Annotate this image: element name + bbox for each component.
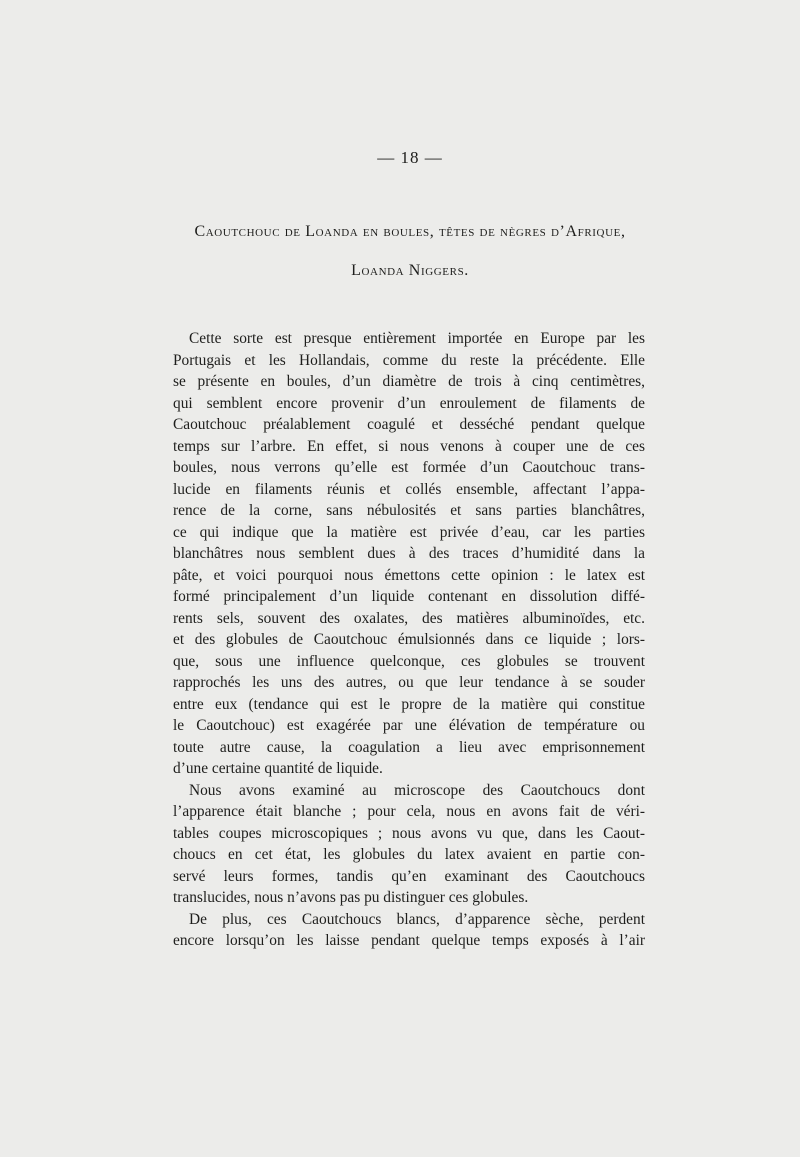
text-line: tables coupes microscopiques ; nous avons vu que, dans les Caout- (173, 824, 645, 842)
text-line: Portugais et les Hollandais, comme du reste la précédente. Elle (173, 351, 645, 369)
body-text (173, 328, 645, 952)
page-number: — 18 — (377, 148, 443, 167)
text-line: formé principalement d’un liquide contenant en dissolution diffé- (173, 588, 645, 605)
text-line: rence de la corne, sans nébulosités et sans parties blanchâtres, (173, 502, 645, 519)
text-line: d’une certaine quantité de liquide. (173, 760, 383, 777)
text-line: encore lorsqu’on les laisse pendant quelque temps exposés à l’air (173, 932, 645, 949)
text-line: le Caoutchouc) est exagérée par une élévation de température ou (173, 717, 645, 734)
text-line: De plus, ces Caoutchoucs blancs, d’apparence sèche, perdent (189, 910, 645, 928)
text-line: rapprochés les uns des autres, ou que leur tendance à se souder (173, 674, 645, 691)
text-line: lucide en filaments réunis et collés ensemble, affectant l’appa- (173, 480, 645, 498)
text-line: l’apparence était blanche ; pour cela, nous en avons fait de véri- (173, 803, 645, 820)
text-line: rents sels, souvent des oxalates, des matières albuminoïdes, etc. (173, 609, 645, 627)
text-line: pâte, et voici pourquoi nous émettons cette opinion : le latex est (173, 566, 645, 584)
text-line: choucs en cet état, les globules du latex avaient en partie con- (173, 846, 645, 863)
text-line: Nous avons examiné au microscope des Caoutchoucs dont (189, 781, 645, 799)
text-line: Caoutchouc préalablement coagulé et desséché pendant quelque (173, 416, 645, 433)
text-line: ce qui indique que la matière est privée d’eau, car les parties (173, 523, 645, 541)
text-line: qui semblent encore provenir d’un enroulement de filaments de (173, 394, 645, 412)
text-line: et des globules de Caoutchouc émulsionnés dans ce liquide ; lors- (173, 631, 645, 648)
section-heading: Caoutchouc de Loanda en boules, têtes de nègres d’Afrique, (194, 223, 626, 240)
text-line: translucides, nous n’avons pas pu distinguer ces globules. (173, 889, 529, 906)
text-line: blanchâtres nous semblent dues à des traces d’humidité dans la (173, 545, 645, 562)
text-line: Cette sorte est presque entièrement importée en Europe par les (189, 330, 645, 347)
text-line: servé leurs formes, tandis qu’en examinant des Caoutchoucs (173, 867, 645, 885)
text-line: temps sur l’arbre. En effet, si nous venons à couper une de ces (173, 437, 645, 455)
text-line: se présente en boules, d’un diamètre de trois à cinq centimètres, (173, 373, 645, 390)
section-subheading: Loanda Niggers. (351, 262, 469, 279)
text-line: toute autre cause, la coagulation a lieu avec emprisonnement (173, 738, 645, 756)
text-line: boules, nous verrons qu’elle est formée d’un Caoutchouc trans- (173, 459, 645, 476)
text-line: que, sous une influence quelconque, ces globules se trouvent (173, 652, 645, 670)
text-line: entre eux (tendance qui est le propre de la matière qui constitue (173, 695, 645, 713)
